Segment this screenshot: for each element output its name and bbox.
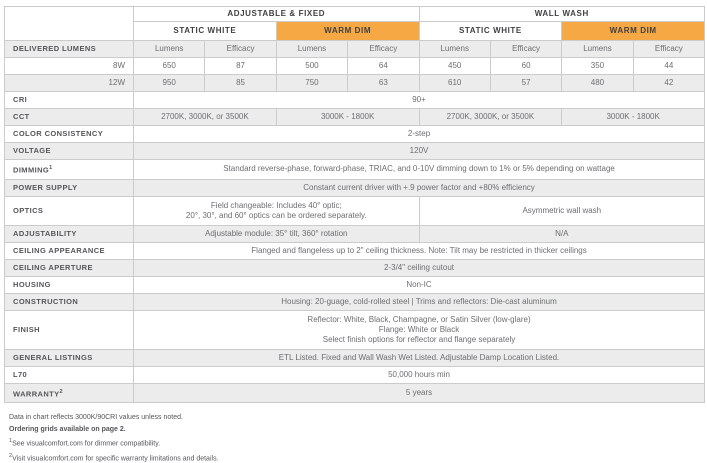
spec-row-adjustability	[5, 225, 705, 242]
subgroup-static-white-1: STATIC WHITE	[134, 22, 277, 41]
efficacy-value: 57	[490, 75, 561, 92]
efficacy-value: 64	[348, 58, 419, 75]
spec-row-ceiling-appearance	[5, 242, 705, 259]
spec-value: 2-step	[134, 126, 705, 143]
lumens-value: 650	[134, 58, 205, 75]
spec-value: 5 years	[134, 383, 705, 403]
measure-header: Efficacy	[633, 41, 704, 58]
group-header-row	[5, 7, 705, 22]
adjustability-adjustable-value: Adjustable module: 35° tilt, 360° rotation	[134, 225, 420, 242]
spec-row-finish	[5, 310, 705, 349]
delivered-lumens-label: DELIVERED LUMENS	[5, 41, 134, 58]
spec-label: OPTICS	[5, 196, 134, 225]
lumens-row-8w	[5, 58, 705, 75]
footnote-marker: 1	[9, 438, 13, 444]
footnote-ordering-grids: Ordering grids available on page 2.	[9, 425, 126, 433]
cct-value: 3000K - 1800K	[276, 109, 419, 126]
spec-value: 2-3/4" ceiling cutout	[134, 259, 705, 276]
spec-value: 90+	[134, 92, 705, 109]
spec-row-general-listings	[5, 349, 705, 366]
spec-label: WARRANTY$^2$	[5, 383, 134, 403]
spec-row-dimming	[5, 160, 705, 180]
efficacy-value: 63	[348, 75, 419, 92]
spec-label: CONSTRUCTION	[5, 293, 134, 310]
spec-row-cct	[5, 109, 705, 126]
spec-row-construction	[5, 293, 705, 310]
spec-row-l70	[5, 366, 705, 383]
group-header-adjustable-fixed: ADJUSTABLE & FIXED	[134, 7, 420, 22]
spec-label: DIMMING$^1$	[5, 160, 134, 180]
footnote-marker: 1	[49, 165, 53, 171]
spec-label: VOLTAGE	[5, 143, 134, 160]
measure-header: Efficacy	[205, 41, 276, 58]
measure-header: Lumens	[562, 41, 633, 58]
cct-value: 2700K, 3000K, or 3500K	[134, 109, 277, 126]
spec-row-optics	[5, 196, 705, 225]
spec-label: CCT	[5, 109, 134, 126]
cct-value: 2700K, 3000K, or 3500K	[419, 109, 562, 126]
spec-value: 120V	[134, 143, 705, 160]
spec-value: Housing: 20-guage, cold-rolled steel | Trims and reflectors: Die-cast aluminum	[134, 293, 705, 310]
spec-label: CRI	[5, 92, 134, 109]
lumens-row-12w	[5, 75, 705, 92]
spec-value: Constant current driver with +.9 power factor and +80% efficiency	[134, 179, 705, 196]
corner-cell	[5, 7, 134, 41]
spec-label: CEILING APERTURE	[5, 259, 134, 276]
wattage-label: 12W	[5, 75, 134, 92]
lumens-value: 750	[276, 75, 347, 92]
spec-row-color-consistency	[5, 126, 705, 143]
spec-label: COLOR CONSISTENCY	[5, 126, 134, 143]
lumens-value: 480	[562, 75, 633, 92]
spec-row-power-supply	[5, 179, 705, 196]
spec-row-ceiling-aperture	[5, 259, 705, 276]
spec-label: HOUSING	[5, 276, 134, 293]
optics-wall-wash-value: Asymmetric wall wash	[419, 196, 705, 225]
measures-row	[5, 41, 705, 58]
spec-label: POWER SUPPLY	[5, 179, 134, 196]
measure-header: Lumens	[276, 41, 347, 58]
subgroup-warm-dim-1: WARM DIM	[276, 22, 419, 41]
spec-row-housing	[5, 276, 705, 293]
efficacy-value: 42	[633, 75, 704, 92]
measure-header: Lumens	[134, 41, 205, 58]
spec-label: CEILING APPEARANCE	[5, 242, 134, 259]
efficacy-value: 60	[490, 58, 561, 75]
footnotes	[9, 414, 704, 463]
measure-header: Efficacy	[490, 41, 561, 58]
spec-row-voltage	[5, 143, 705, 160]
efficacy-value: 87	[205, 58, 276, 75]
spec-value: ETL Listed. Fixed and Wall Wash Wet Listed. Adjustable Damp Location Listed.	[134, 349, 705, 366]
footnote-data-basis: Data in chart reflects 3000K/90CRI values unless noted.	[9, 414, 183, 421]
measure-header: Efficacy	[348, 41, 419, 58]
finish-value: Reflector: White, Black, Champagne, or Satin Silver (low-glare) Flange: White or Black Select finish options for reflector and flange separately	[134, 310, 705, 349]
spec-row-warranty	[5, 383, 705, 403]
cct-value: 3000K - 1800K	[562, 109, 705, 126]
footnote-dimmer-compatibility: $^1$See visualcomfort.com for dimmer compatibility.	[9, 438, 161, 448]
lumens-value: 950	[134, 75, 205, 92]
subgroup-warm-dim-2: WARM DIM	[562, 22, 705, 41]
spec-value: Non-IC	[134, 276, 705, 293]
subgroup-static-white-2: STATIC WHITE	[419, 22, 562, 41]
lumens-value: 610	[419, 75, 490, 92]
spec-table	[4, 6, 705, 403]
spec-label: ADJUSTABILITY	[5, 225, 134, 242]
efficacy-value: 44	[633, 58, 704, 75]
spec-label: FINISH	[5, 310, 134, 349]
spec-row-cri	[5, 92, 705, 109]
spec-value: Standard reverse-phase, forward-phase, TRIAC, and 0-10V dimming down to 1% or 5% depending on wattage	[134, 160, 705, 180]
spec-value: 50,000 hours min	[134, 366, 705, 383]
measure-header: Lumens	[419, 41, 490, 58]
efficacy-value: 85	[205, 75, 276, 92]
spec-label: GENERAL LISTINGS	[5, 349, 134, 366]
lumens-value: 450	[419, 58, 490, 75]
adjustability-wall-wash-value: N/A	[419, 225, 705, 242]
optics-adjustable-value: Field changeable: Includes 40° optic; 20°, 30°, and 60° optics can be ordered separately.	[134, 196, 420, 225]
lumens-value: 500	[276, 58, 347, 75]
group-header-wall-wash: WALL WASH	[419, 7, 705, 22]
wattage-label: 8W	[5, 58, 134, 75]
footnote-marker: 2	[9, 452, 13, 459]
spec-value: Flanged and flangeless up to 2" ceiling thickness. Note: Tilt may be restricted in thicker ceilings	[134, 242, 705, 259]
footnote-warranty-details: $^2$Visit visualcomfort.com for specific warranty limitations and details.	[9, 452, 219, 463]
lumens-value: 350	[562, 58, 633, 75]
footnote-marker: 2	[59, 388, 63, 395]
spec-label: L70	[5, 366, 134, 383]
